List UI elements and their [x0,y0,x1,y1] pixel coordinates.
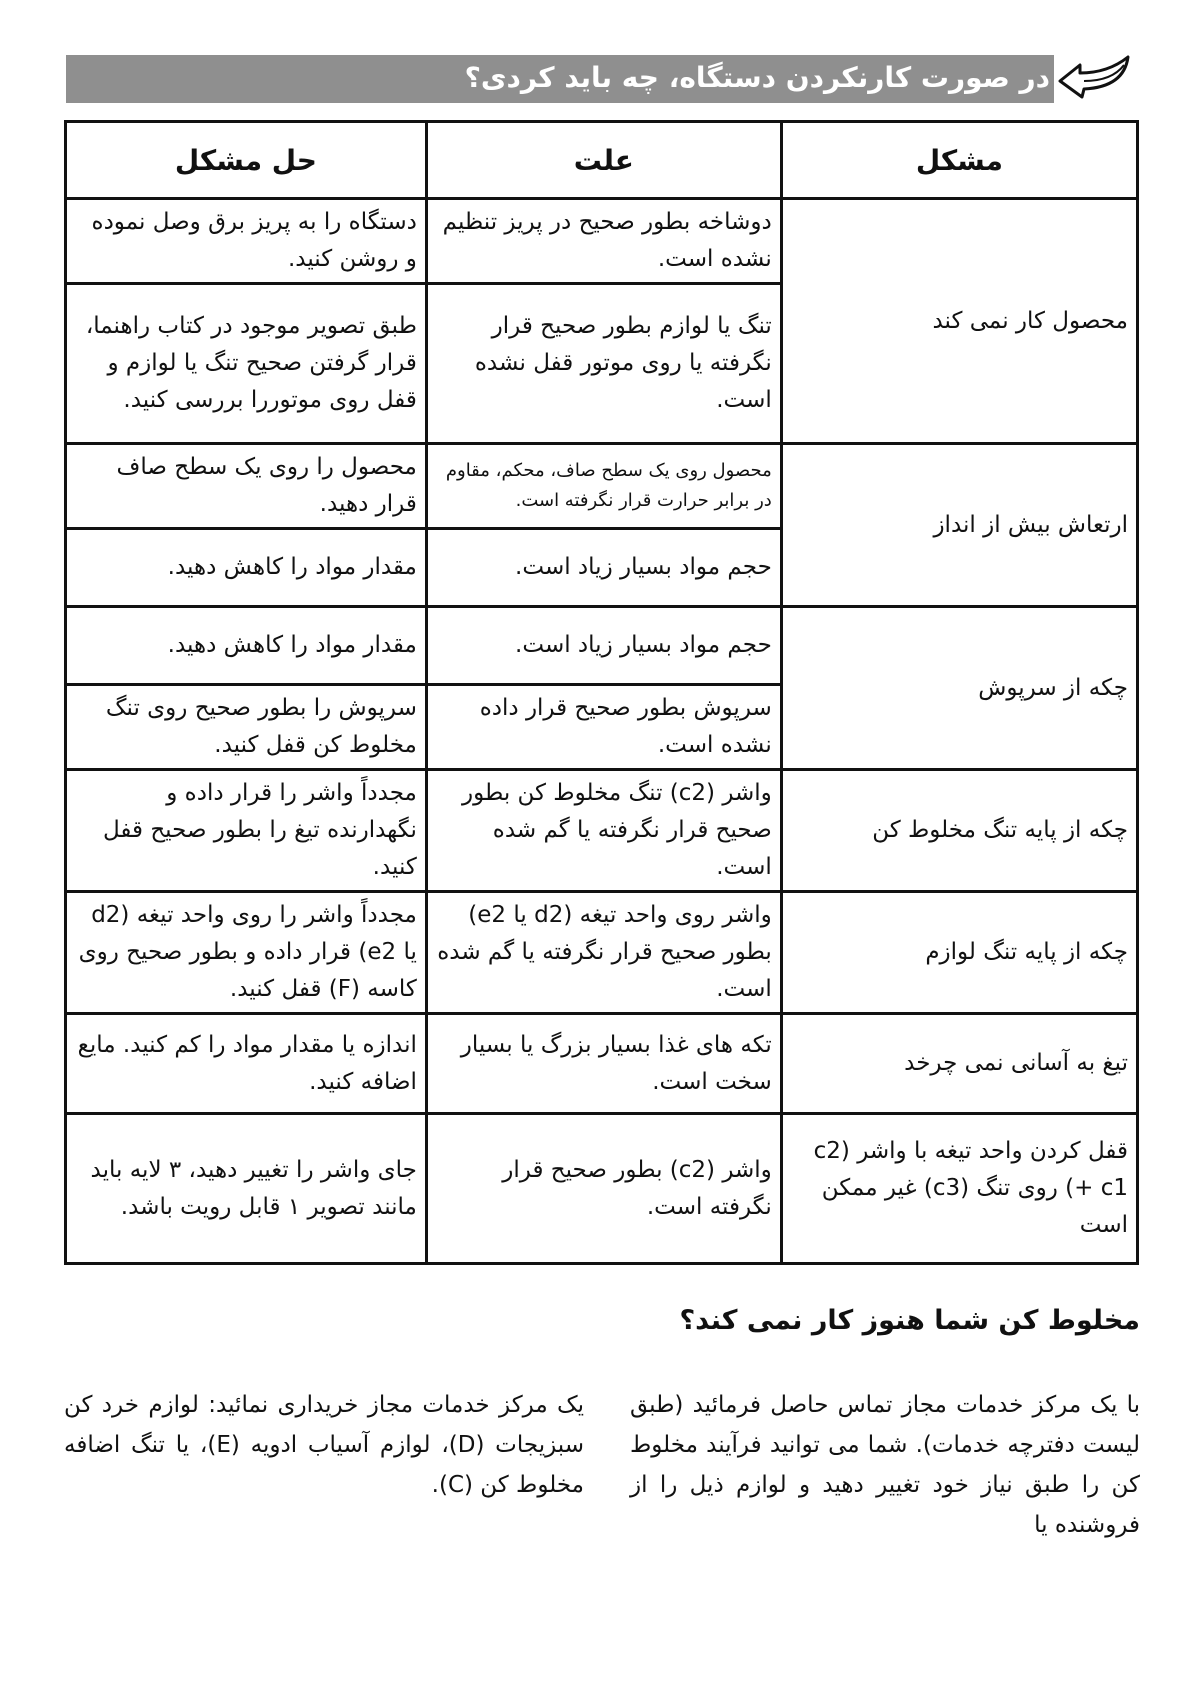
cause-cell: دوشاخه بطور صحیح در پریز تنظیم نشده است. [426,199,781,284]
problem-cell: چکه از سرپوش [781,607,1137,770]
solution-cell: مقدار مواد را کاهش دهید. [66,607,427,685]
cause-cell: سرپوش بطور صحیح قرار داده نشده است. [426,685,781,770]
table-row [66,444,1138,529]
cause-cell: حجم مواد بسیار زیاد است. [426,607,781,685]
table-row [66,1014,1138,1114]
header-problem: مشکل [781,122,1137,199]
problem-cell: تیغ به آسانی نمی چرخد [781,1014,1137,1114]
table-row [66,607,1138,685]
cause-cell: تکه های غذا بسیار بزرگ یا بسیار سخت است. [426,1014,781,1114]
solution-cell: طبق تصویر موجود در کتاب راهنما، قرار گرفتن صحیح تنگ یا لوازم و قفل روی موتوررا بررسی کنید. [66,284,427,444]
solution-cell: اندازه یا مقدار مواد را کم کنید. مایع اضافه کنید. [66,1014,427,1114]
arrow-icon [1054,51,1136,107]
cause-cell: حجم مواد بسیار زیاد است. [426,529,781,607]
solution-cell: مجدداً واشر را قرار داده و نگهدارنده تیغ را بطور صحیح قفل کنید. [66,770,427,892]
cause-cell: تنگ یا لوازم بطور صحیح قرار نگرفته یا روی موتور قفل نشده است. [426,284,781,444]
solution-cell: مجدداً واشر را روی واحد تیغه (d2 یا e2) قرار داده و بطور صحیح روی کاسه (F) قفل کنید. [66,892,427,1014]
banner-title: در صورت کارنکردن دستگاه، چه باید کردی؟ [464,61,1050,94]
problem-cell: محصول کار نمی کند [781,199,1137,444]
solution-cell: مقدار مواد را کاهش دهید. [66,529,427,607]
troubleshooting-table [64,120,1139,1265]
header-cause: علت [426,122,781,199]
table-row [66,199,1138,284]
problem-cell: قفل کردن واحد تیغه با واشر (c2 + c1) روی تنگ (c3) غیر ممکن است [781,1114,1137,1264]
table-header-row [66,122,1138,199]
header-solution: حل مشکل [66,122,427,199]
paragraph-left: یک مرکز خدمات مجاز خریداری نمائید: لوازم خرد کن سبزیجات (D)، لوازم آسیاب ادویه (E)، یا تنگ اضافه مخلوط کن (C). [64,1392,584,1498]
solution-cell: سرپوش را بطور صحیح روی تنگ مخلوط کن قفل کنید. [66,685,427,770]
table-row [66,1114,1138,1264]
problem-cell: چکه از پایه تنگ لوازم [781,892,1137,1014]
paragraph-right: با یک مرکز خدمات مجاز تماس حاصل فرمائید (طبق لیست دفترچه خدمات). شما می توانید فرآیند مخلوط کن را طبق نیاز خود تغییر دهید و لوازم ذیل را از فروشنده یا [630,1392,1140,1538]
cause-cell: محصول روی یک سطح صاف، محکم، مقاوم در برابر حرارت قرار نگرفته است. [426,444,781,529]
table-row [66,770,1138,892]
section-banner [66,55,1136,103]
solution-cell: دستگاه را به پریز برق وصل نموده و روشن کنید. [66,199,427,284]
solution-cell: جای واشر را تغییر دهید، ۳ لایه باید مانند تصویر ۱ قابل رویت باشد. [66,1114,427,1264]
cause-cell: واشر (c2) تنگ مخلوط کن بطور صحیح قرار نگرفته یا گم شده است. [426,770,781,892]
problem-cell: ارتعاش بیش از انداز [781,444,1137,607]
solution-cell: محصول را روی یک سطح صاف قرار دهید. [66,444,427,529]
cause-cell: واشر (c2) بطور صحیح قرار نگرفته است. [426,1114,781,1264]
table-row [66,892,1138,1014]
section-heading: مخلوط کن شما هنوز کار نمی کند؟ [679,1305,1140,1336]
cause-cell: واشر روی واحد تیغه (d2 یا e2) بطور صحیح قرار نگرفته یا گم شده است. [426,892,781,1014]
problem-cell: چکه از پایه تنگ مخلوط کن [781,770,1137,892]
